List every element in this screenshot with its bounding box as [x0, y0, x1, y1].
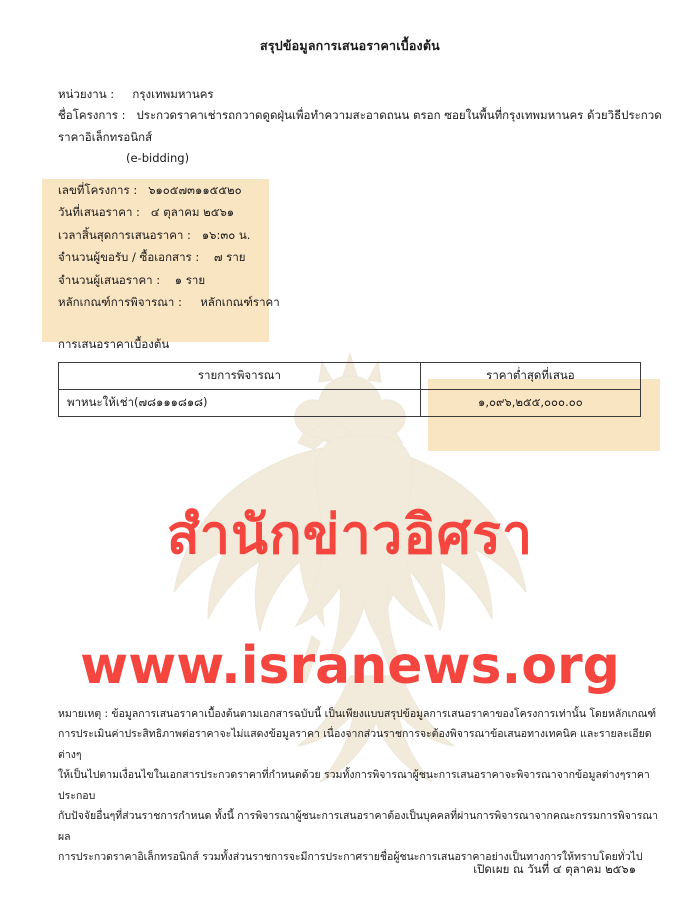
field-value-bid-date: ๔ ตุลาคม ๒๕๖๑	[150, 205, 235, 220]
field-label-bid-date: วันที่เสนอราคา :	[58, 205, 140, 220]
field-row-project-name-cont	[58, 148, 700, 169]
table-cell-item: พาหนะให้เช่า(๗๘๑๑๑๘๑๘)	[59, 389, 421, 416]
note-line-5: การประกวดราคาอิเล็กทรอนิกส์ รวมทั้งส่วนราชการจะมีการประกาศรายชื่อผู้ชนะการเสนอราคาอย่างเป็นทางการให้ทราบโดยทั่วไป	[58, 851, 643, 864]
field-row-criteria	[58, 291, 700, 313]
field-row-project-no	[58, 179, 700, 201]
table-header-item: รายการพิจารณา	[59, 362, 421, 389]
bid-summary-table	[58, 362, 641, 417]
field-row-agency	[58, 84, 700, 105]
field-label-bidders: จำนวนผู้เสนอราคา :	[58, 272, 161, 287]
field-label-project-no: เลขที่โครงการ :	[58, 183, 138, 198]
field-row-bidders	[58, 269, 700, 291]
agency-info-block	[0, 84, 700, 169]
watermark-url-text: www.isranews.org	[80, 636, 620, 696]
table-header-row	[59, 362, 641, 389]
watermark-thai-text: สำนักข่าวอิศรา	[166, 503, 534, 566]
field-value-project-no: ๖๑๐๕๗๓๑๑๕๕๒๐	[148, 183, 242, 198]
field-row-project-name	[58, 105, 700, 148]
footer-disclosure-date: เปิดเผย ณ วันที่ ๔ ตุลาคม ๒๕๖๑	[473, 862, 636, 876]
field-row-doc-buyers	[58, 246, 700, 268]
field-label-agency: หน่วยงาน :	[58, 87, 115, 101]
project-details-block	[0, 179, 700, 314]
field-value-bid-end-time: ๑๖:๓๐ น.	[201, 227, 251, 242]
table-cell-price: ๑,๐๙๖,๒๕๕,๐๐๐.๐๐	[420, 389, 640, 416]
note-block	[0, 704, 700, 868]
field-value-bidders: ๑ ราย	[174, 272, 206, 287]
field-label-bid-end-time: เวลาสิ้นสุดการเสนอราคา :	[58, 227, 191, 242]
note-line-2: การประเมินค่าประสิทธิภาพต่อราคาจะไม่แสดงข้อมูลราคา เนื่องจากส่วนราชการจะต้องพิจารณาข้อเสนอทางเทคนิค และรายละเอียดต่างๆ	[58, 728, 652, 761]
field-label-doc-buyers: จำนวนผู้ขอรับ / ซื้อเอกสาร :	[58, 250, 200, 265]
table-header-price: ราคาต่ำสุดที่เสนอ	[420, 362, 640, 389]
field-value-criteria: หลักเกณฑ์ราคา	[200, 295, 280, 310]
field-value-doc-buyers: ๗ ราย	[213, 250, 246, 265]
note-line-3: ให้เป็นไปตามเงื่อนไขในเอกสารประกวดราคาที่กำหนดด้วย รวมทั้งการพิจารณาผู้ชนะการเสนอราคาจะพิจารณาจากข้อมูลต่างๆราคาประกอบ	[58, 769, 650, 802]
table-row	[59, 389, 641, 416]
field-value-project-name-cont: (e-bidding)	[126, 150, 190, 165]
note-line-1: หมายเหตุ : ข้อมูลการเสนอราคาเบื้องต้นตามเอกสารฉบับนี้ เป็นเพียงแบบสรุปข้อมูลการเสนอราคาของโครงการเท่านั้น โดยหลักเกณฑ์	[58, 708, 657, 720]
field-value-agency: กรุงเทพมหานคร	[132, 87, 214, 101]
field-label-project-name: ชื่อโครงการ :	[58, 108, 126, 123]
field-row-bid-end-time	[58, 224, 700, 246]
page-title: สรุปข้อมูลการเสนอราคาเบื้องต้น	[260, 38, 440, 53]
field-label-criteria: หลักเกณฑ์การพิจารณา :	[58, 295, 182, 310]
field-value-project-name: ประกวดราคาเช่ารถกวาดดูดฝุ่นเพื่อทำความสะอาดถนน ตรอก ซอยในพื้นที่กรุงเทพมหานคร ด้วยวิธีประกวดราคาอิเล็กทรอนิกส์	[58, 108, 662, 144]
field-row-bid-date	[58, 201, 700, 223]
section-label-initial-bid: การเสนอราคาเบื้องต้น	[58, 336, 170, 351]
note-line-4: กับปัจจัยอื่นๆที่ส่วนราชการกำหนด ทั้งนี้ การพิจารณาผู้ชนะการเสนอราคาต้องเป็นบุคคลที่ผ่านการพิจารณาจากคณะกรรมการพิจารณาผล	[58, 810, 658, 843]
